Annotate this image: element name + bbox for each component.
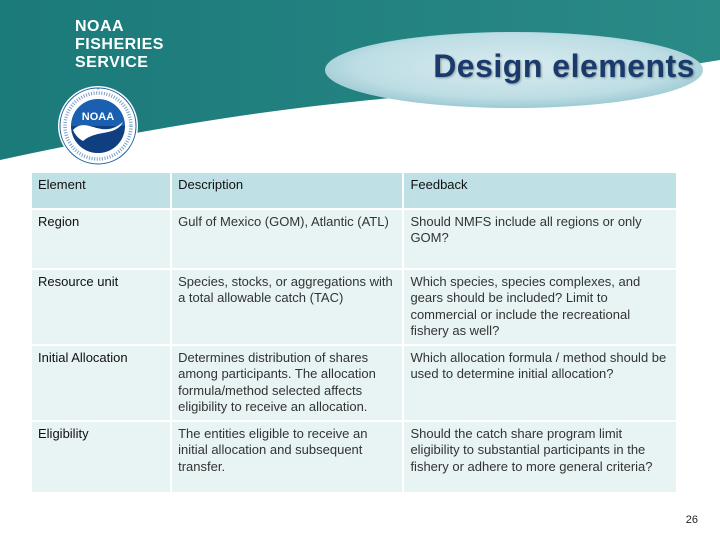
table-cell-element: Eligibility (32, 422, 170, 492)
brand-line-3: SERVICE (75, 54, 149, 71)
table-cell-description: Determines distribution of shares among participants. The allocation formula/method selected affects eligibility to receive an allocation. (172, 346, 402, 420)
column-header-description: Description (172, 173, 402, 208)
table-row (32, 210, 676, 268)
table-cell-feedback: Should NMFS include all regions or only GOM? (404, 210, 676, 268)
column-header-element: Element (32, 173, 170, 208)
brand-wordmark (75, 18, 164, 72)
table-cell-description: The entities eligible to receive an initial allocation and subsequent transfer. (172, 422, 402, 492)
table-cell-description: Species, stocks, or aggregations with a total allowable catch (TAC) (172, 270, 402, 344)
brand-line-2: FISHERIES (75, 36, 164, 53)
table-row (32, 346, 676, 420)
table-row (32, 270, 676, 344)
table-cell-element: Region (32, 210, 170, 268)
column-header-feedback: Feedback (404, 173, 676, 208)
brand-line-1: NOAA (75, 18, 125, 35)
table-cell-element: Resource unit (32, 270, 170, 344)
table-cell-feedback: Which species, species complexes, and gears should be included? Limit to commercial or include the recreational fishery as well? (404, 270, 676, 344)
slide-title: Design elements (433, 48, 695, 84)
table-row (32, 422, 676, 492)
table-cell-element: Initial Allocation (32, 346, 170, 420)
table-cell-description: Gulf of Mexico (GOM), Atlantic (ATL) (172, 210, 402, 268)
table-cell-feedback: Which allocation formula / method should be used to determine initial allocation? (404, 346, 676, 420)
noaa-logo-icon (57, 85, 139, 167)
table-header-row (32, 173, 676, 208)
table-cell-feedback: Should the catch share program limit eligibility to substantial participants in the fishery or adhere to more general criteria? (404, 422, 676, 492)
design-elements-table (30, 171, 678, 494)
svg-text:NOAA: NOAA (81, 111, 115, 123)
page-number: 26 (685, 514, 698, 526)
